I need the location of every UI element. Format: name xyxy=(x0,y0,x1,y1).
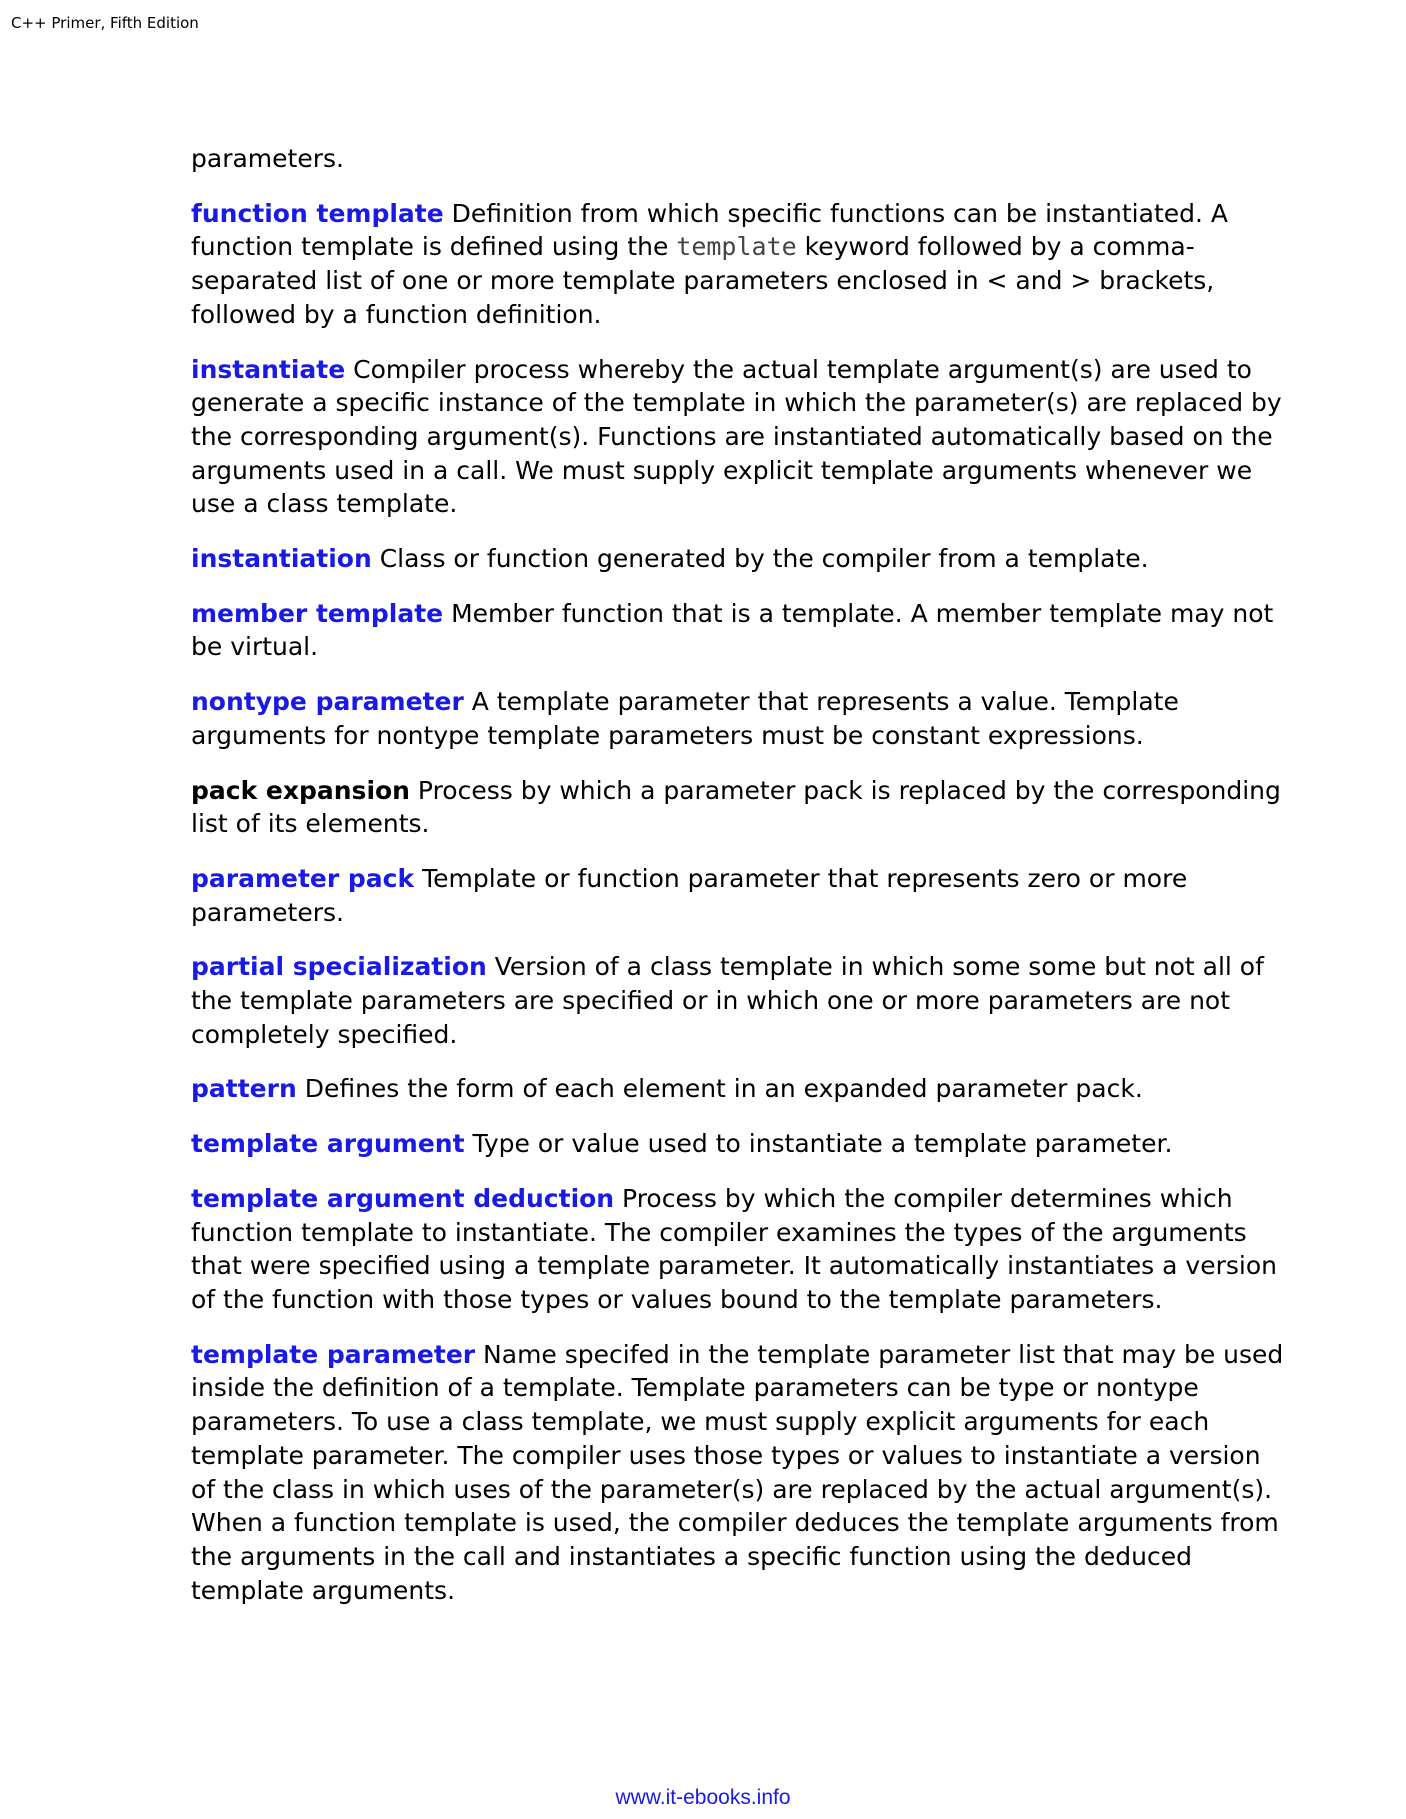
glossary-entry-instantiation xyxy=(191,542,1291,576)
definition-text: keyword followed by a comma-separated list of one or more template parameters enclosed in < and > brackets, followed by a function definition. xyxy=(191,232,1215,329)
term-link[interactable]: function template xyxy=(191,198,444,228)
term-link[interactable]: template argument xyxy=(191,1129,465,1159)
page-footer xyxy=(0,1786,1406,1810)
glossary-entry-parameter-pack xyxy=(191,862,1291,929)
term-heading: pack expansion xyxy=(191,775,410,805)
term-link[interactable]: pattern xyxy=(191,1074,297,1104)
definition-text: Member function that is a template. A member template may not be virtual. xyxy=(191,598,1274,662)
definition-text: Class or function generated by the compiler from a template. xyxy=(371,544,1149,574)
glossary-entry-function-template xyxy=(191,197,1291,332)
footer-link[interactable]: www.it-ebooks.info xyxy=(615,1786,791,1809)
definition-text: Definition from which specific functions can be instantiated. A function template is defined using the xyxy=(191,198,1228,262)
definition-text: Compiler process whereby the actual template argument(s) are used to generate a specific instance of the template in which the parameter(s) are replaced by the corresponding argument(s). Functions are instantiated automatically based on the arguments used in a call. We must supply explicit template arguments whenever we use a class template. xyxy=(191,354,1282,519)
glossary-entry-pack-expansion xyxy=(191,774,1291,841)
term-link[interactable]: instantiation xyxy=(191,544,372,574)
term-link[interactable]: nontype parameter xyxy=(191,687,464,717)
glossary-content xyxy=(191,142,1291,1628)
definition-text: Type or value used to instantiate a template parameter. xyxy=(464,1129,1173,1159)
glossary-entry-instantiate xyxy=(191,353,1291,522)
glossary-entry-nontype-parameter xyxy=(191,685,1291,752)
definition-text: Defines the form of each element in an expanded parameter pack. xyxy=(296,1074,1143,1104)
code-keyword: template xyxy=(676,232,797,262)
glossary-entry-pattern xyxy=(191,1072,1291,1106)
glossary-entry-member-template xyxy=(191,597,1291,664)
term-link[interactable]: parameter pack xyxy=(191,863,415,893)
glossary-entry-template-argument xyxy=(191,1127,1291,1161)
definition-text: Version of a class template in which some some but not all of the template parameters are specified or in which one or more parameters are not completely specified. xyxy=(191,952,1264,1049)
definition-text: Process by which the compiler determines which function template to instantiate. The compiler examines the types of the arguments that were specified using a template parameter. It automatically instantiates a version of the function with those types or values bound to the template parameters. xyxy=(191,1183,1277,1314)
term-link[interactable]: template argument deduction xyxy=(191,1183,615,1213)
term-link[interactable]: partial specialization xyxy=(191,952,487,982)
glossary-entry-partial-specialization xyxy=(191,950,1291,1051)
term-link[interactable]: member template xyxy=(191,598,444,628)
term-link[interactable]: template parameter xyxy=(191,1339,476,1369)
definition-text: A template parameter that represents a value. Template arguments for nontype template parameters must be constant expressions. xyxy=(191,687,1179,750)
running-header: C++ Primer, Fifth Edition xyxy=(11,14,199,32)
term-link[interactable]: instantiate xyxy=(191,354,346,384)
continued-text: parameters. xyxy=(191,144,344,173)
glossary-entry-template-argument-deduction xyxy=(191,1182,1291,1317)
definition-text: Name specifed in the template parameter list that may be used inside the definition of a template. Template parameters can be type or nontype parameters. To use a class template, we must supply explicit arguments for each template parameter. The compiler uses those types or values to instantiate a version of the class in which uses of the parameter(s) are replaced by the actual argument(s). When a function template is used, the compiler deduces the template arguments from the arguments in the call and instantiates a specific function using the deduced template arguments. xyxy=(191,1339,1284,1605)
definition-text: Process by which a parameter pack is replaced by the corresponding list of its elements. xyxy=(191,775,1281,839)
glossary-entry-template-parameter xyxy=(191,1338,1291,1608)
definition-text: Template or function parameter that represents zero or more parameters. xyxy=(191,863,1188,927)
